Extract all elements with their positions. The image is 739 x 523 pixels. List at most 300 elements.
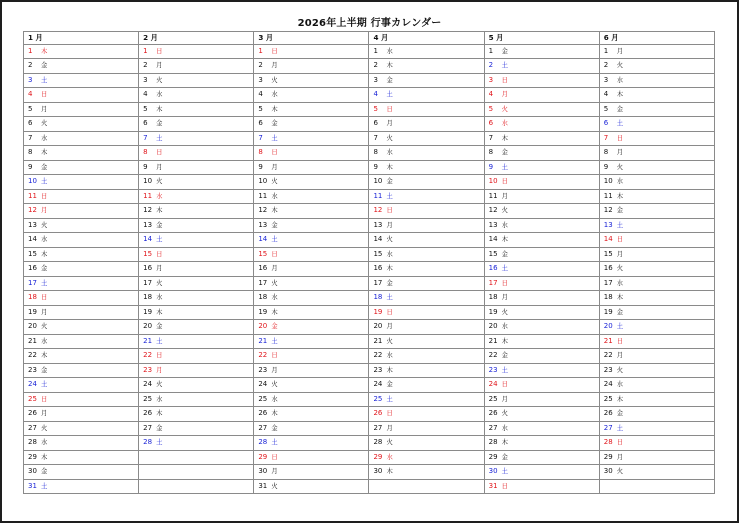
weekday-label: 日 xyxy=(616,337,624,345)
day-number: 13 xyxy=(488,220,498,229)
day-cell xyxy=(24,465,139,480)
day-number: 26 xyxy=(603,409,613,417)
day-number: 27 xyxy=(488,423,498,432)
weekday-label: 金 xyxy=(271,120,278,127)
day-number: 28 xyxy=(258,438,268,446)
day-cell xyxy=(254,291,369,306)
day-cell xyxy=(484,407,599,422)
day-number: 21 xyxy=(373,336,383,345)
weekday-label: 木 xyxy=(501,236,508,243)
day-number: 18 xyxy=(373,293,383,301)
day-row xyxy=(24,392,715,407)
day-cell xyxy=(599,44,714,59)
weekday-label: 水 xyxy=(616,381,624,388)
day-number: 10 xyxy=(143,177,153,185)
weekday-label: 月 xyxy=(386,120,393,127)
weekday-label: 火 xyxy=(156,381,163,388)
day-cell xyxy=(254,363,369,378)
day-cell xyxy=(484,131,599,146)
day-number: 20 xyxy=(603,322,613,330)
day-cell xyxy=(484,44,599,59)
day-number: 23 xyxy=(488,365,498,374)
weekday-label: 水 xyxy=(41,337,48,345)
day-number: 30 xyxy=(28,467,37,475)
weekday-label: 日 xyxy=(156,352,163,359)
day-cell xyxy=(599,291,714,306)
day-number: 16 xyxy=(603,264,613,272)
weekday-label: 金 xyxy=(616,410,624,417)
day-number: 7 xyxy=(143,133,148,142)
weekday-label: 月 xyxy=(156,366,163,374)
day-number: 13 xyxy=(603,220,613,229)
weekday-label: 木 xyxy=(41,47,48,55)
day-number: 14 xyxy=(373,235,383,243)
day-row xyxy=(24,305,715,320)
day-number: 19 xyxy=(488,307,498,316)
day-cell xyxy=(254,479,369,494)
day-number: 9 xyxy=(28,162,33,171)
weekday-label: 火 xyxy=(616,163,624,171)
month-header-row xyxy=(24,32,715,45)
day-number: 30 xyxy=(603,467,613,475)
day-number: 4 xyxy=(603,90,609,98)
day-cell xyxy=(139,421,254,436)
weekday-label: 木 xyxy=(41,352,48,359)
day-number: 27 xyxy=(603,423,613,432)
weekday-label: 火 xyxy=(616,62,624,69)
day-row xyxy=(24,334,715,349)
day-cell xyxy=(24,378,139,393)
day-cell xyxy=(24,421,139,436)
day-number: 27 xyxy=(373,423,383,432)
weekday-label: 日 xyxy=(501,279,508,287)
weekday-label: 日 xyxy=(271,47,278,55)
day-number: 22 xyxy=(28,351,37,359)
day-number: 12 xyxy=(143,206,153,214)
day-row xyxy=(24,146,715,161)
weekday-label: 木 xyxy=(386,62,393,69)
day-cell xyxy=(24,305,139,320)
day-cell xyxy=(139,175,254,190)
day-number: 12 xyxy=(28,206,37,214)
day-number: 31 xyxy=(488,481,498,490)
day-number: 27 xyxy=(258,423,268,432)
day-number: 6 xyxy=(28,119,33,127)
day-number: 7 xyxy=(488,133,494,142)
weekday-label: 月 xyxy=(616,352,624,359)
weekday-label: 日 xyxy=(41,294,48,301)
day-cell xyxy=(24,436,139,451)
weekday-label: 日 xyxy=(41,192,48,200)
day-cell xyxy=(484,291,599,306)
weekday-label: 日 xyxy=(386,207,393,214)
day-number: 19 xyxy=(143,307,153,316)
day-cell xyxy=(484,334,599,349)
day-cell xyxy=(139,262,254,277)
day-number: 25 xyxy=(28,394,37,403)
day-row xyxy=(24,44,715,59)
day-row xyxy=(24,320,715,335)
day-cell xyxy=(369,378,484,393)
day-number: 23 xyxy=(143,365,153,374)
weekday-label: 月 xyxy=(501,294,508,301)
weekday-label: 月 xyxy=(271,366,278,374)
weekday-label: 金 xyxy=(386,381,393,388)
day-number: 25 xyxy=(258,394,268,403)
day-cell xyxy=(254,436,369,451)
weekday-label: 日 xyxy=(616,236,624,243)
day-cell xyxy=(599,436,714,451)
weekday-label: 火 xyxy=(156,279,163,287)
weekday-label: 土 xyxy=(616,221,624,229)
day-number: 3 xyxy=(143,75,148,84)
day-cell xyxy=(139,189,254,204)
day-cell xyxy=(369,117,484,132)
weekday-label: 金 xyxy=(501,47,508,55)
weekday-label: 日 xyxy=(156,250,163,258)
month-header-jan: 1 月 xyxy=(24,32,139,45)
weekday-label: 木 xyxy=(616,395,624,403)
day-number: 17 xyxy=(373,278,383,287)
weekday-label: 土 xyxy=(386,294,393,301)
weekday-label: 土 xyxy=(386,395,393,403)
day-number: 8 xyxy=(373,148,378,156)
day-cell xyxy=(369,349,484,364)
day-number: 8 xyxy=(258,148,263,156)
weekday-label: 日 xyxy=(501,381,508,388)
day-cell xyxy=(369,436,484,451)
day-number: 4 xyxy=(258,90,263,98)
day-number: 1 xyxy=(373,46,378,55)
day-number: 25 xyxy=(143,394,153,403)
weekday-label: 水 xyxy=(501,120,508,127)
weekday-label: 月 xyxy=(386,221,393,229)
page-title: 2026年上半期 行事カレンダー xyxy=(297,18,442,29)
day-cell xyxy=(139,102,254,117)
day-cell xyxy=(599,421,714,436)
day-cell xyxy=(139,363,254,378)
day-cell xyxy=(139,276,254,291)
weekday-label: 土 xyxy=(41,482,48,490)
day-number: 28 xyxy=(603,438,613,446)
day-cell xyxy=(369,233,484,248)
weekday-label: 月 xyxy=(501,91,508,98)
day-cell xyxy=(369,247,484,262)
day-cell xyxy=(599,262,714,277)
day-cell xyxy=(369,189,484,204)
day-number: 5 xyxy=(258,104,263,113)
day-number: 31 xyxy=(258,481,268,490)
day-cell xyxy=(254,349,369,364)
day-cell xyxy=(369,407,484,422)
day-cell xyxy=(484,233,599,248)
day-cell xyxy=(369,146,484,161)
day-number: 29 xyxy=(488,452,498,461)
weekday-label: 水 xyxy=(616,279,624,287)
day-cell xyxy=(369,88,484,103)
day-number: 2 xyxy=(373,61,378,69)
day-number: 3 xyxy=(488,75,494,84)
weekday-label: 水 xyxy=(386,149,393,156)
day-number: 16 xyxy=(488,264,498,272)
day-cell xyxy=(599,204,714,219)
calendar-table xyxy=(23,31,715,494)
day-number: 15 xyxy=(603,249,613,258)
day-cell xyxy=(599,117,714,132)
weekday-label: 土 xyxy=(156,439,163,446)
weekday-label: 土 xyxy=(386,192,393,200)
weekday-label: 土 xyxy=(156,236,163,243)
day-number: 9 xyxy=(143,162,148,171)
weekday-label: 火 xyxy=(41,323,48,330)
day-cell xyxy=(484,88,599,103)
day-cell xyxy=(24,276,139,291)
day-number: 22 xyxy=(373,351,383,359)
day-number: 26 xyxy=(488,409,498,417)
weekday-label: 火 xyxy=(386,236,393,243)
day-number: 7 xyxy=(258,133,263,142)
day-number: 22 xyxy=(258,351,268,359)
day-cell xyxy=(254,450,369,465)
weekday-label: 土 xyxy=(41,178,48,185)
day-cell xyxy=(369,175,484,190)
weekday-label: 火 xyxy=(501,105,508,113)
weekday-label: 金 xyxy=(616,105,624,113)
weekday-label: 火 xyxy=(271,76,278,84)
day-row xyxy=(24,88,715,103)
weekday-label: 木 xyxy=(501,439,508,446)
day-cell xyxy=(484,247,599,262)
day-cell xyxy=(139,407,254,422)
day-row xyxy=(24,349,715,364)
day-number: 26 xyxy=(258,409,268,417)
day-cell xyxy=(484,320,599,335)
day-cell xyxy=(254,465,369,480)
day-cell xyxy=(599,363,714,378)
weekday-label: 木 xyxy=(386,468,393,475)
day-number: 11 xyxy=(258,191,268,200)
day-cell xyxy=(24,450,139,465)
day-cell xyxy=(139,392,254,407)
weekday-label: 月 xyxy=(386,424,393,432)
weekday-label: 土 xyxy=(271,439,278,446)
weekday-label: 月 xyxy=(501,395,508,403)
weekday-label: 木 xyxy=(156,308,163,316)
day-number: 1 xyxy=(488,46,494,55)
day-number: 14 xyxy=(603,235,613,243)
weekday-label: 火 xyxy=(386,134,393,142)
empty-day-cell xyxy=(369,479,484,494)
day-cell xyxy=(599,465,714,480)
day-cell xyxy=(599,349,714,364)
day-number: 15 xyxy=(143,249,153,258)
weekday-label: 土 xyxy=(616,120,624,127)
day-cell xyxy=(484,479,599,494)
day-cell xyxy=(24,320,139,335)
day-cell xyxy=(484,421,599,436)
day-cell xyxy=(369,334,484,349)
weekday-label: 金 xyxy=(386,279,393,287)
day-cell xyxy=(139,88,254,103)
weekday-label: 火 xyxy=(501,207,508,214)
weekday-label: 水 xyxy=(616,178,624,185)
day-cell xyxy=(484,59,599,74)
weekday-label: 木 xyxy=(271,308,278,316)
day-cell xyxy=(484,262,599,277)
weekday-label: 金 xyxy=(41,163,48,171)
day-cell xyxy=(484,363,599,378)
day-number: 25 xyxy=(488,394,498,403)
weekday-label: 木 xyxy=(156,207,163,214)
day-row xyxy=(24,59,715,74)
weekday-label: 土 xyxy=(501,265,508,272)
day-cell xyxy=(484,276,599,291)
day-cell xyxy=(369,421,484,436)
day-row xyxy=(24,247,715,262)
day-number: 11 xyxy=(28,191,37,200)
day-cell xyxy=(139,204,254,219)
day-cell xyxy=(599,146,714,161)
day-cell xyxy=(139,44,254,59)
day-row xyxy=(24,117,715,132)
day-number: 23 xyxy=(373,365,383,374)
day-number: 30 xyxy=(488,467,498,475)
day-row xyxy=(24,262,715,277)
weekday-label: 土 xyxy=(271,337,278,345)
day-cell xyxy=(599,131,714,146)
day-cell xyxy=(484,102,599,117)
day-cell xyxy=(369,160,484,175)
weekday-label: 月 xyxy=(41,308,48,316)
day-cell xyxy=(24,175,139,190)
weekday-label: 木 xyxy=(41,149,48,156)
day-row xyxy=(24,204,715,219)
weekday-label: 日 xyxy=(156,47,163,55)
day-cell xyxy=(599,189,714,204)
weekday-label: 土 xyxy=(41,279,48,287)
day-cell xyxy=(24,233,139,248)
day-number: 9 xyxy=(258,162,263,171)
day-number: 14 xyxy=(488,235,498,243)
weekday-label: 土 xyxy=(271,236,278,243)
day-number: 19 xyxy=(28,307,37,316)
day-number: 5 xyxy=(373,104,378,113)
day-number: 24 xyxy=(258,380,268,388)
weekday-label: 火 xyxy=(386,439,393,446)
day-number: 20 xyxy=(488,322,498,330)
month-header-apr: 4 月 xyxy=(369,32,484,45)
weekday-label: 土 xyxy=(501,468,508,475)
weekday-label: 木 xyxy=(501,337,508,345)
day-number: 1 xyxy=(143,46,148,55)
day-number: 14 xyxy=(143,235,153,243)
day-number: 3 xyxy=(258,75,263,84)
day-row xyxy=(24,363,715,378)
day-cell xyxy=(254,262,369,277)
day-cell xyxy=(484,146,599,161)
day-number: 29 xyxy=(373,452,383,461)
day-cell xyxy=(369,305,484,320)
day-cell xyxy=(254,276,369,291)
weekday-label: 日 xyxy=(616,134,624,142)
day-cell xyxy=(599,59,714,74)
day-number: 28 xyxy=(28,438,37,446)
day-cell xyxy=(24,73,139,88)
weekday-label: 日 xyxy=(616,439,624,446)
day-number: 31 xyxy=(28,481,37,490)
weekday-label: 水 xyxy=(41,236,48,243)
empty-day-cell xyxy=(139,479,254,494)
weekday-label: 水 xyxy=(271,294,278,301)
day-number: 21 xyxy=(603,336,613,345)
weekday-label: 火 xyxy=(616,366,624,374)
weekday-label: 土 xyxy=(616,424,624,432)
day-number: 21 xyxy=(258,336,268,345)
day-number: 14 xyxy=(258,235,268,243)
day-row xyxy=(24,233,715,248)
day-number: 20 xyxy=(258,322,268,330)
day-row xyxy=(24,131,715,146)
weekday-label: 日 xyxy=(271,149,278,156)
day-cell xyxy=(599,450,714,465)
weekday-label: 月 xyxy=(501,192,508,200)
day-cell xyxy=(369,392,484,407)
day-row xyxy=(24,450,715,465)
weekday-label: 木 xyxy=(271,410,278,417)
day-number: 18 xyxy=(488,293,498,301)
day-number: 26 xyxy=(143,409,153,417)
empty-day-cell xyxy=(599,479,714,494)
day-cell xyxy=(254,305,369,320)
weekday-label: 月 xyxy=(41,410,48,417)
weekday-label: 火 xyxy=(156,178,163,185)
day-number: 25 xyxy=(373,394,383,403)
weekday-label: 火 xyxy=(501,308,508,316)
weekday-label: 火 xyxy=(616,265,624,272)
day-row xyxy=(24,407,715,422)
weekday-label: 木 xyxy=(616,91,624,98)
day-number: 2 xyxy=(258,61,263,69)
weekday-label: 火 xyxy=(271,178,278,185)
day-number: 5 xyxy=(603,104,609,113)
weekday-label: 金 xyxy=(386,76,393,84)
weekday-label: 水 xyxy=(271,192,278,200)
day-number: 12 xyxy=(488,206,498,214)
day-cell xyxy=(599,160,714,175)
day-cell xyxy=(484,218,599,233)
weekday-label: 金 xyxy=(616,308,624,316)
day-cell xyxy=(254,218,369,233)
day-number: 19 xyxy=(258,307,268,316)
weekday-label: 土 xyxy=(501,62,508,69)
day-cell xyxy=(599,378,714,393)
day-cell xyxy=(24,189,139,204)
weekday-label: 金 xyxy=(156,323,163,330)
day-cell xyxy=(254,146,369,161)
day-number: 3 xyxy=(28,75,33,84)
weekday-label: 木 xyxy=(386,265,393,272)
day-cell xyxy=(369,218,484,233)
weekday-label: 月 xyxy=(271,265,278,272)
weekday-label: 水 xyxy=(386,47,393,55)
day-number: 17 xyxy=(603,278,613,287)
weekday-label: 火 xyxy=(501,410,508,417)
weekday-label: 木 xyxy=(156,410,163,417)
day-cell xyxy=(254,233,369,248)
day-number: 3 xyxy=(603,75,609,84)
day-row xyxy=(24,175,715,190)
day-number: 6 xyxy=(488,119,494,127)
